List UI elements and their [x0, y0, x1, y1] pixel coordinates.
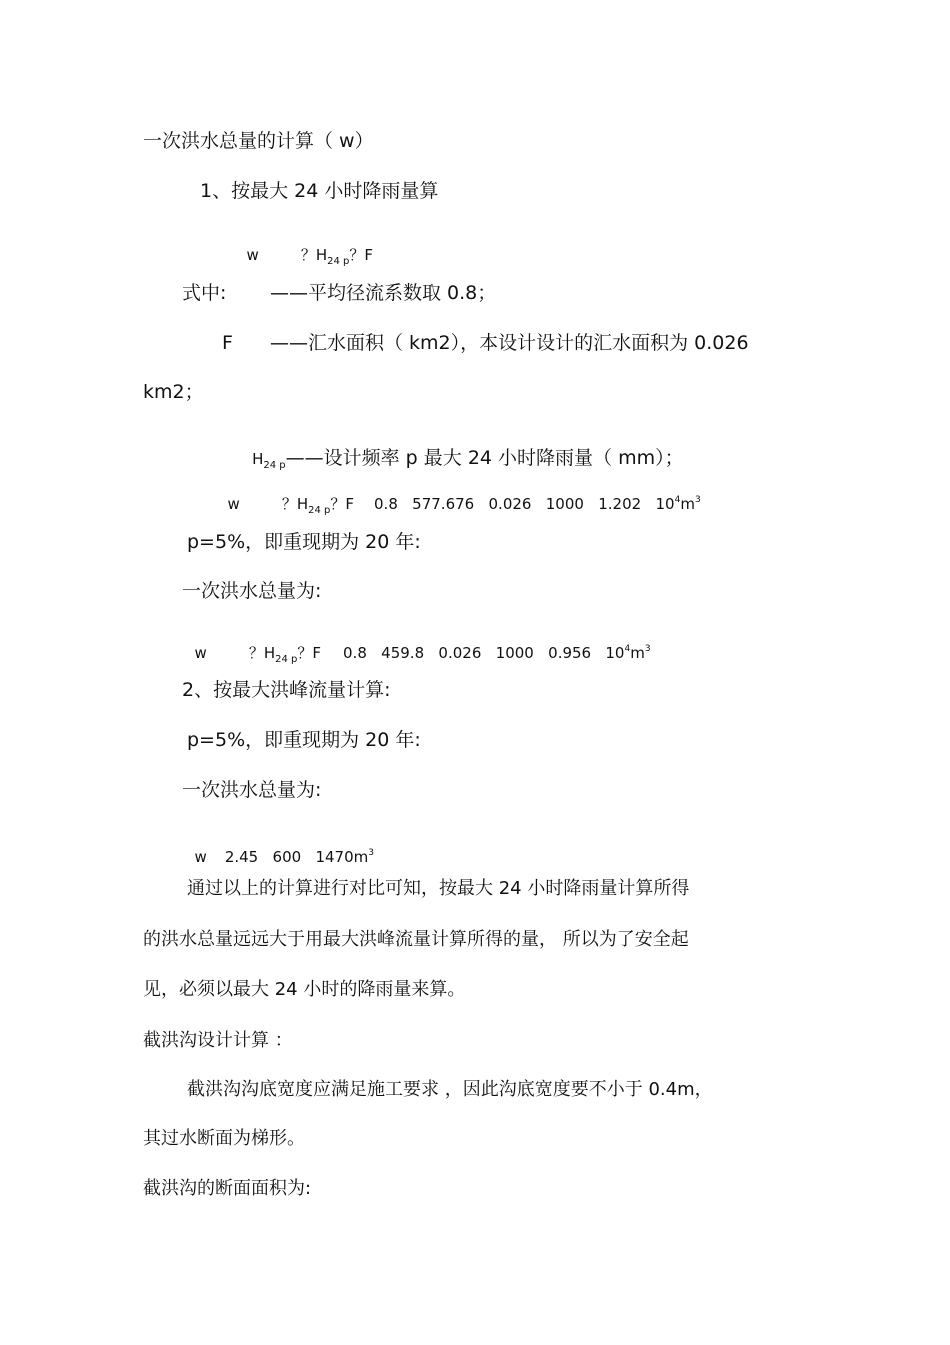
calc-1: [218, 482, 701, 516]
calc2-sub: 24 p: [275, 654, 298, 665]
calc1-op2: ？F: [330, 495, 355, 513]
note-f: ——汇水面积（ km2），本设计设计的汇水面积为 0.026: [270, 332, 749, 354]
conclusion-line-2: 的洪水总量远远大于用最大洪峰流量计算所得的量， 所以为了安全起: [143, 929, 689, 950]
total-label-2: 一次洪水总量为:: [182, 779, 322, 801]
calc1-unit-exp: 3: [694, 495, 701, 505]
conclusion-line-3: 见，必须以最大 24 小时的降雨量来算。: [143, 979, 466, 1000]
calc1-sub: 24 p: [308, 505, 331, 516]
frequency-1: p=5%，即重现期为 20 年:: [187, 531, 421, 553]
frequency-2: p=5%，即重现期为 20 年:: [187, 729, 421, 751]
note-f-cont: km2；: [143, 381, 204, 403]
calc-3: [185, 835, 374, 865]
formula-op2: ？F: [349, 246, 374, 264]
calc3-lhs: w: [194, 848, 207, 866]
calc3-values: 2.45 600 1470: [224, 848, 354, 866]
ditch-paragraph-2: 其过水断面为梯形。: [143, 1128, 305, 1149]
note-h-text: ——设计频率 p 最大 24 小时降雨量（ mm）；: [285, 447, 684, 469]
calc2-values: 0.8 459.8 0.026 1000 0.956 10: [343, 644, 625, 662]
total-label-1: 一次洪水总量为:: [182, 580, 322, 602]
calc3-unit-exp: 3: [368, 848, 374, 858]
calc2-op2: ？F: [297, 644, 322, 662]
formula-lhs: w: [246, 246, 259, 264]
note-f-symbol: F: [222, 332, 233, 354]
section-heading: 一次洪水总量的计算（ w）: [143, 130, 374, 152]
calc2-op1: ？H: [248, 644, 276, 662]
note-h-sub: 24 p: [263, 460, 286, 471]
method2-title: 2、按最大洪峰流量计算:: [182, 679, 391, 701]
method1-title: 1、按最大 24 小时降雨量算: [200, 180, 439, 202]
calc-2: [185, 631, 651, 665]
calc2-unit: m: [630, 644, 645, 662]
ditch-area-label: 截洪沟的断面面积为:: [143, 1178, 312, 1199]
calc3-unit: m: [353, 848, 369, 866]
calc2-unit-exp: 3: [644, 644, 651, 654]
formula-w: [237, 233, 374, 267]
note-label: 式中:: [182, 282, 227, 304]
formula-sub: 24 p: [327, 256, 350, 267]
calc2-lhs: w: [194, 644, 207, 662]
note-h: [240, 430, 684, 471]
conclusion-line-1: 通过以上的计算进行对比可知，按最大 24 小时降雨量计算所得: [187, 878, 690, 899]
calc2-exp: 4: [624, 644, 631, 654]
calc1-unit: m: [680, 495, 695, 513]
note-h-symbol: H: [252, 450, 264, 468]
calc1-op1: ？H: [281, 495, 309, 513]
ditch-title: 截洪沟设计计算 ：: [143, 1030, 293, 1051]
calc1-lhs: w: [227, 495, 240, 513]
ditch-paragraph-1: 截洪沟沟底宽度应满足施工要求 ，因此沟底宽度要不小于 0.4m，: [187, 1079, 713, 1100]
note-alpha: ——平均径流系数取 0.8；: [270, 282, 497, 304]
calc1-exp: 4: [674, 495, 681, 505]
calc1-values: 0.8 577.676 0.026 1000 1.202 10: [374, 495, 675, 513]
formula-op1: ？H: [300, 246, 328, 264]
